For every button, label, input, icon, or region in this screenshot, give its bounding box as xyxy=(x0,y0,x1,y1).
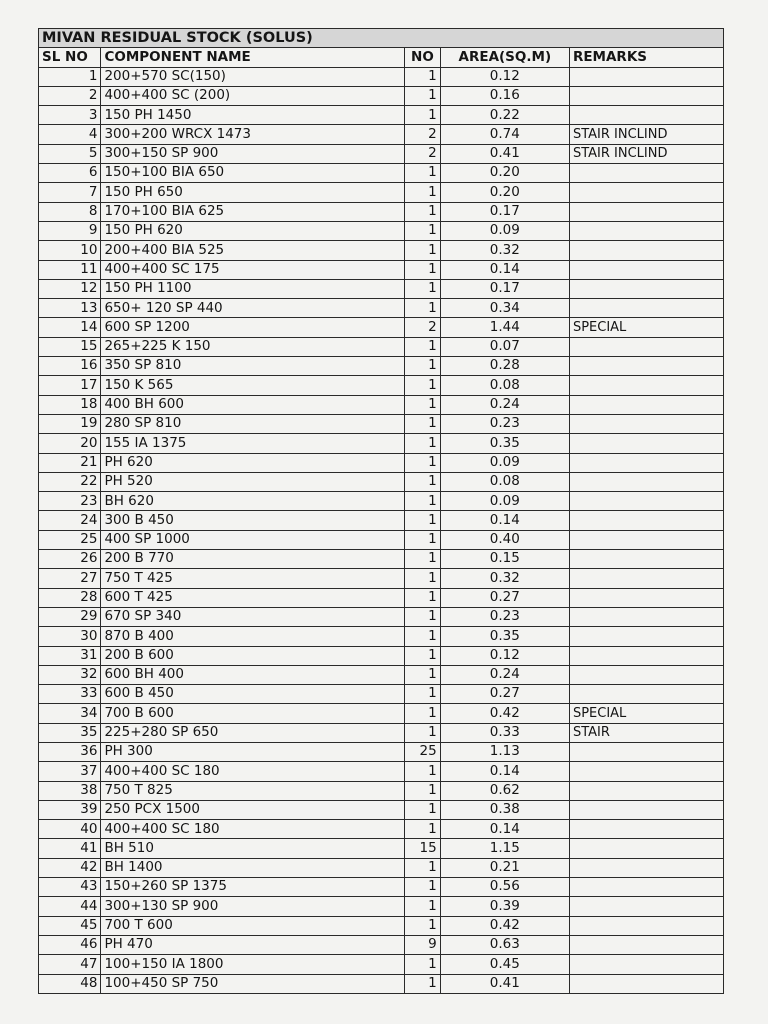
header-no: NO xyxy=(405,48,441,67)
cell-remarks: STAIR INCLIND xyxy=(569,144,723,163)
cell-sl-no: 39 xyxy=(39,800,101,819)
table-row xyxy=(39,299,724,318)
cell-remarks xyxy=(569,781,723,800)
table-row xyxy=(39,742,724,761)
table-row xyxy=(39,839,724,858)
table-row xyxy=(39,916,724,935)
cell-no: 9 xyxy=(405,935,441,954)
table-row xyxy=(39,897,724,916)
cell-remarks xyxy=(569,86,723,105)
cell-sl-no: 31 xyxy=(39,646,101,665)
header-area: AREA(SQ.M) xyxy=(440,48,569,67)
cell-remarks xyxy=(569,279,723,298)
cell-sl-no: 43 xyxy=(39,878,101,897)
cell-remarks xyxy=(569,164,723,183)
cell-component-name: 400 BH 600 xyxy=(101,395,405,414)
cell-no: 1 xyxy=(405,86,441,105)
cell-area: 0.22 xyxy=(440,106,569,125)
cell-component-name: 200+400 BIA 525 xyxy=(101,241,405,260)
cell-remarks xyxy=(569,241,723,260)
table-row xyxy=(39,260,724,279)
table-body xyxy=(39,67,724,993)
cell-sl-no: 11 xyxy=(39,260,101,279)
cell-no: 1 xyxy=(405,607,441,626)
cell-component-name: 400+400 SC 175 xyxy=(101,260,405,279)
table-row xyxy=(39,453,724,472)
cell-remarks xyxy=(569,299,723,318)
cell-sl-no: 34 xyxy=(39,704,101,723)
cell-no: 1 xyxy=(405,955,441,974)
cell-component-name: PH 520 xyxy=(101,472,405,491)
header-component-name: COMPONENT NAME xyxy=(101,48,405,67)
cell-no: 1 xyxy=(405,357,441,376)
cell-sl-no: 33 xyxy=(39,685,101,704)
cell-no: 1 xyxy=(405,550,441,569)
cell-no: 1 xyxy=(405,588,441,607)
cell-remarks xyxy=(569,67,723,86)
cell-area: 0.40 xyxy=(440,530,569,549)
cell-sl-no: 3 xyxy=(39,106,101,125)
cell-no: 1 xyxy=(405,221,441,240)
cell-component-name: 670 SP 340 xyxy=(101,607,405,626)
cell-area: 0.08 xyxy=(440,472,569,491)
cell-component-name: 300+130 SP 900 xyxy=(101,897,405,916)
header-row xyxy=(39,48,724,67)
cell-component-name: 100+150 IA 1800 xyxy=(101,955,405,974)
stock-sheet xyxy=(38,28,724,994)
table-row xyxy=(39,569,724,588)
cell-remarks: STAIR INCLIND xyxy=(569,125,723,144)
cell-remarks xyxy=(569,839,723,858)
cell-sl-no: 4 xyxy=(39,125,101,144)
cell-sl-no: 24 xyxy=(39,511,101,530)
cell-no: 15 xyxy=(405,839,441,858)
table-row xyxy=(39,164,724,183)
cell-area: 0.35 xyxy=(440,434,569,453)
cell-component-name: 700 T 600 xyxy=(101,916,405,935)
table-row xyxy=(39,627,724,646)
cell-area: 0.20 xyxy=(440,164,569,183)
cell-no: 1 xyxy=(405,820,441,839)
cell-component-name: PH 470 xyxy=(101,935,405,954)
cell-component-name: 400+400 SC 180 xyxy=(101,820,405,839)
cell-remarks xyxy=(569,742,723,761)
cell-no: 1 xyxy=(405,723,441,742)
cell-remarks: SPECIAL xyxy=(569,704,723,723)
table-row xyxy=(39,492,724,511)
cell-area: 1.13 xyxy=(440,742,569,761)
cell-remarks xyxy=(569,106,723,125)
cell-sl-no: 42 xyxy=(39,858,101,877)
table-row xyxy=(39,67,724,86)
table-row xyxy=(39,125,724,144)
table-row xyxy=(39,530,724,549)
cell-sl-no: 17 xyxy=(39,376,101,395)
cell-component-name: 100+450 SP 750 xyxy=(101,974,405,993)
cell-no: 1 xyxy=(405,299,441,318)
table-row xyxy=(39,318,724,337)
cell-remarks xyxy=(569,414,723,433)
cell-area: 0.07 xyxy=(440,337,569,356)
cell-sl-no: 30 xyxy=(39,627,101,646)
cell-no: 1 xyxy=(405,916,441,935)
table-row xyxy=(39,800,724,819)
cell-sl-no: 23 xyxy=(39,492,101,511)
cell-component-name: PH 620 xyxy=(101,453,405,472)
cell-sl-no: 15 xyxy=(39,337,101,356)
table-row xyxy=(39,434,724,453)
cell-area: 0.16 xyxy=(440,86,569,105)
table-row xyxy=(39,704,724,723)
cell-no: 1 xyxy=(405,106,441,125)
cell-sl-no: 12 xyxy=(39,279,101,298)
cell-remarks: SPECIAL xyxy=(569,318,723,337)
cell-area: 0.45 xyxy=(440,955,569,974)
cell-sl-no: 48 xyxy=(39,974,101,993)
cell-area: 0.32 xyxy=(440,569,569,588)
residual-stock-table xyxy=(38,28,724,994)
cell-area: 0.27 xyxy=(440,685,569,704)
cell-remarks xyxy=(569,376,723,395)
cell-sl-no: 45 xyxy=(39,916,101,935)
table-row xyxy=(39,357,724,376)
cell-component-name: 265+225 K 150 xyxy=(101,337,405,356)
title-row xyxy=(39,29,724,48)
cell-no: 2 xyxy=(405,318,441,337)
cell-component-name: BH 1400 xyxy=(101,858,405,877)
cell-component-name: 150 PH 620 xyxy=(101,221,405,240)
cell-area: 1.44 xyxy=(440,318,569,337)
cell-area: 0.23 xyxy=(440,607,569,626)
cell-sl-no: 41 xyxy=(39,839,101,858)
cell-sl-no: 46 xyxy=(39,935,101,954)
cell-remarks xyxy=(569,607,723,626)
cell-area: 0.15 xyxy=(440,550,569,569)
cell-sl-no: 20 xyxy=(39,434,101,453)
cell-no: 1 xyxy=(405,762,441,781)
cell-area: 0.62 xyxy=(440,781,569,800)
cell-area: 0.39 xyxy=(440,897,569,916)
cell-no: 1 xyxy=(405,202,441,221)
cell-area: 0.35 xyxy=(440,627,569,646)
cell-area: 0.21 xyxy=(440,858,569,877)
cell-area: 0.14 xyxy=(440,260,569,279)
cell-sl-no: 18 xyxy=(39,395,101,414)
cell-area: 0.17 xyxy=(440,279,569,298)
table-row xyxy=(39,337,724,356)
cell-area: 0.09 xyxy=(440,453,569,472)
cell-no: 1 xyxy=(405,337,441,356)
cell-no: 1 xyxy=(405,260,441,279)
table-row xyxy=(39,241,724,260)
table-row xyxy=(39,550,724,569)
cell-area: 0.56 xyxy=(440,878,569,897)
cell-remarks xyxy=(569,511,723,530)
cell-no: 1 xyxy=(405,67,441,86)
cell-no: 1 xyxy=(405,414,441,433)
cell-remarks xyxy=(569,916,723,935)
cell-sl-no: 14 xyxy=(39,318,101,337)
cell-no: 1 xyxy=(405,164,441,183)
cell-remarks xyxy=(569,878,723,897)
cell-sl-no: 16 xyxy=(39,357,101,376)
cell-area: 0.74 xyxy=(440,125,569,144)
cell-remarks xyxy=(569,337,723,356)
cell-component-name: 350 SP 810 xyxy=(101,357,405,376)
table-row xyxy=(39,665,724,684)
cell-sl-no: 29 xyxy=(39,607,101,626)
cell-sl-no: 40 xyxy=(39,820,101,839)
cell-no: 1 xyxy=(405,376,441,395)
cell-component-name: 600 B 450 xyxy=(101,685,405,704)
cell-no: 1 xyxy=(405,800,441,819)
cell-sl-no: 2 xyxy=(39,86,101,105)
cell-component-name: 155 IA 1375 xyxy=(101,434,405,453)
cell-component-name: 150 PH 650 xyxy=(101,183,405,202)
cell-sl-no: 35 xyxy=(39,723,101,742)
table-row xyxy=(39,376,724,395)
cell-remarks xyxy=(569,357,723,376)
cell-no: 1 xyxy=(405,395,441,414)
cell-remarks xyxy=(569,974,723,993)
cell-area: 0.12 xyxy=(440,646,569,665)
cell-area: 0.17 xyxy=(440,202,569,221)
table-title: MIVAN RESIDUAL STOCK (SOLUS) xyxy=(39,29,724,48)
cell-component-name: 250 PCX 1500 xyxy=(101,800,405,819)
cell-no: 1 xyxy=(405,530,441,549)
cell-component-name: 400+400 SC 180 xyxy=(101,762,405,781)
cell-area: 0.33 xyxy=(440,723,569,742)
cell-no: 1 xyxy=(405,897,441,916)
cell-remarks xyxy=(569,897,723,916)
cell-area: 0.38 xyxy=(440,800,569,819)
cell-no: 1 xyxy=(405,878,441,897)
cell-area: 0.24 xyxy=(440,395,569,414)
cell-component-name: 300+150 SP 900 xyxy=(101,144,405,163)
cell-remarks xyxy=(569,627,723,646)
cell-no: 2 xyxy=(405,144,441,163)
cell-area: 0.12 xyxy=(440,67,569,86)
cell-remarks xyxy=(569,685,723,704)
table-row xyxy=(39,511,724,530)
table-row xyxy=(39,935,724,954)
cell-component-name: 170+100 BIA 625 xyxy=(101,202,405,221)
cell-no: 1 xyxy=(405,781,441,800)
cell-no: 1 xyxy=(405,434,441,453)
cell-component-name: 200+570 SC(150) xyxy=(101,67,405,86)
cell-component-name: 150+100 BIA 650 xyxy=(101,164,405,183)
cell-no: 1 xyxy=(405,472,441,491)
cell-area: 0.14 xyxy=(440,762,569,781)
table-row xyxy=(39,858,724,877)
cell-area: 1.15 xyxy=(440,839,569,858)
cell-sl-no: 1 xyxy=(39,67,101,86)
cell-remarks xyxy=(569,665,723,684)
cell-no: 1 xyxy=(405,685,441,704)
table-row xyxy=(39,723,724,742)
cell-sl-no: 44 xyxy=(39,897,101,916)
cell-area: 0.34 xyxy=(440,299,569,318)
table-row xyxy=(39,395,724,414)
table-row xyxy=(39,820,724,839)
cell-remarks xyxy=(569,646,723,665)
cell-sl-no: 47 xyxy=(39,955,101,974)
cell-sl-no: 22 xyxy=(39,472,101,491)
cell-remarks xyxy=(569,395,723,414)
table-row xyxy=(39,414,724,433)
cell-no: 1 xyxy=(405,665,441,684)
cell-area: 0.20 xyxy=(440,183,569,202)
table-row xyxy=(39,878,724,897)
table-row xyxy=(39,685,724,704)
cell-component-name: 200 B 600 xyxy=(101,646,405,665)
cell-no: 1 xyxy=(405,704,441,723)
cell-component-name: 600 T 425 xyxy=(101,588,405,607)
cell-sl-no: 7 xyxy=(39,183,101,202)
cell-remarks xyxy=(569,183,723,202)
cell-no: 1 xyxy=(405,646,441,665)
header-remarks: REMARKS xyxy=(569,48,723,67)
cell-remarks xyxy=(569,858,723,877)
header-sl-no: SL NO xyxy=(39,48,101,67)
cell-component-name: 150 PH 1450 xyxy=(101,106,405,125)
cell-remarks xyxy=(569,202,723,221)
cell-component-name: 750 T 825 xyxy=(101,781,405,800)
cell-sl-no: 5 xyxy=(39,144,101,163)
table-row xyxy=(39,86,724,105)
cell-remarks xyxy=(569,569,723,588)
cell-component-name: 600 SP 1200 xyxy=(101,318,405,337)
table-row xyxy=(39,974,724,993)
cell-area: 0.27 xyxy=(440,588,569,607)
cell-no: 1 xyxy=(405,627,441,646)
cell-area: 0.63 xyxy=(440,935,569,954)
table-row xyxy=(39,221,724,240)
cell-area: 0.14 xyxy=(440,820,569,839)
cell-area: 0.08 xyxy=(440,376,569,395)
cell-remarks xyxy=(569,588,723,607)
cell-component-name: 700 B 600 xyxy=(101,704,405,723)
cell-sl-no: 19 xyxy=(39,414,101,433)
cell-sl-no: 21 xyxy=(39,453,101,472)
cell-no: 25 xyxy=(405,742,441,761)
cell-no: 2 xyxy=(405,125,441,144)
table-row xyxy=(39,106,724,125)
cell-component-name: 750 T 425 xyxy=(101,569,405,588)
cell-remarks xyxy=(569,492,723,511)
table-row xyxy=(39,955,724,974)
cell-area: 0.28 xyxy=(440,357,569,376)
table-row xyxy=(39,202,724,221)
cell-remarks xyxy=(569,935,723,954)
cell-area: 0.14 xyxy=(440,511,569,530)
cell-component-name: 150 K 565 xyxy=(101,376,405,395)
cell-component-name: BH 620 xyxy=(101,492,405,511)
cell-component-name: 200 B 770 xyxy=(101,550,405,569)
cell-sl-no: 6 xyxy=(39,164,101,183)
cell-no: 1 xyxy=(405,511,441,530)
cell-component-name: 300 B 450 xyxy=(101,511,405,530)
cell-remarks xyxy=(569,221,723,240)
cell-sl-no: 32 xyxy=(39,665,101,684)
cell-sl-no: 8 xyxy=(39,202,101,221)
table-row xyxy=(39,472,724,491)
cell-area: 0.09 xyxy=(440,221,569,240)
cell-remarks xyxy=(569,434,723,453)
cell-component-name: 400 SP 1000 xyxy=(101,530,405,549)
cell-sl-no: 37 xyxy=(39,762,101,781)
cell-area: 0.41 xyxy=(440,974,569,993)
cell-component-name: 300+200 WRCX 1473 xyxy=(101,125,405,144)
cell-sl-no: 9 xyxy=(39,221,101,240)
table-row xyxy=(39,762,724,781)
cell-remarks xyxy=(569,260,723,279)
cell-area: 0.24 xyxy=(440,665,569,684)
cell-component-name: 600 BH 400 xyxy=(101,665,405,684)
cell-sl-no: 28 xyxy=(39,588,101,607)
cell-remarks xyxy=(569,820,723,839)
table-row xyxy=(39,588,724,607)
table-row xyxy=(39,144,724,163)
cell-no: 1 xyxy=(405,858,441,877)
cell-no: 1 xyxy=(405,279,441,298)
cell-area: 0.42 xyxy=(440,916,569,935)
cell-sl-no: 25 xyxy=(39,530,101,549)
cell-area: 0.32 xyxy=(440,241,569,260)
cell-no: 1 xyxy=(405,183,441,202)
cell-sl-no: 36 xyxy=(39,742,101,761)
cell-area: 0.23 xyxy=(440,414,569,433)
cell-no: 1 xyxy=(405,492,441,511)
cell-component-name: 870 B 400 xyxy=(101,627,405,646)
cell-no: 1 xyxy=(405,974,441,993)
cell-area: 0.41 xyxy=(440,144,569,163)
cell-sl-no: 10 xyxy=(39,241,101,260)
cell-sl-no: 26 xyxy=(39,550,101,569)
cell-component-name: 280 SP 810 xyxy=(101,414,405,433)
cell-component-name: PH 300 xyxy=(101,742,405,761)
cell-component-name: BH 510 xyxy=(101,839,405,858)
cell-remarks xyxy=(569,800,723,819)
cell-sl-no: 13 xyxy=(39,299,101,318)
cell-remarks xyxy=(569,530,723,549)
cell-remarks xyxy=(569,762,723,781)
table-row xyxy=(39,183,724,202)
cell-remarks xyxy=(569,453,723,472)
cell-component-name: 150+260 SP 1375 xyxy=(101,878,405,897)
table-row xyxy=(39,781,724,800)
cell-remarks xyxy=(569,472,723,491)
cell-no: 1 xyxy=(405,241,441,260)
cell-component-name: 400+400 SC (200) xyxy=(101,86,405,105)
cell-sl-no: 38 xyxy=(39,781,101,800)
cell-remarks xyxy=(569,550,723,569)
cell-no: 1 xyxy=(405,453,441,472)
table-row xyxy=(39,607,724,626)
cell-remarks xyxy=(569,955,723,974)
cell-sl-no: 27 xyxy=(39,569,101,588)
cell-area: 0.09 xyxy=(440,492,569,511)
cell-component-name: 225+280 SP 650 xyxy=(101,723,405,742)
cell-remarks: STAIR xyxy=(569,723,723,742)
cell-area: 0.42 xyxy=(440,704,569,723)
table-row xyxy=(39,279,724,298)
cell-component-name: 150 PH 1100 xyxy=(101,279,405,298)
table-row xyxy=(39,646,724,665)
cell-component-name: 650+ 120 SP 440 xyxy=(101,299,405,318)
cell-no: 1 xyxy=(405,569,441,588)
